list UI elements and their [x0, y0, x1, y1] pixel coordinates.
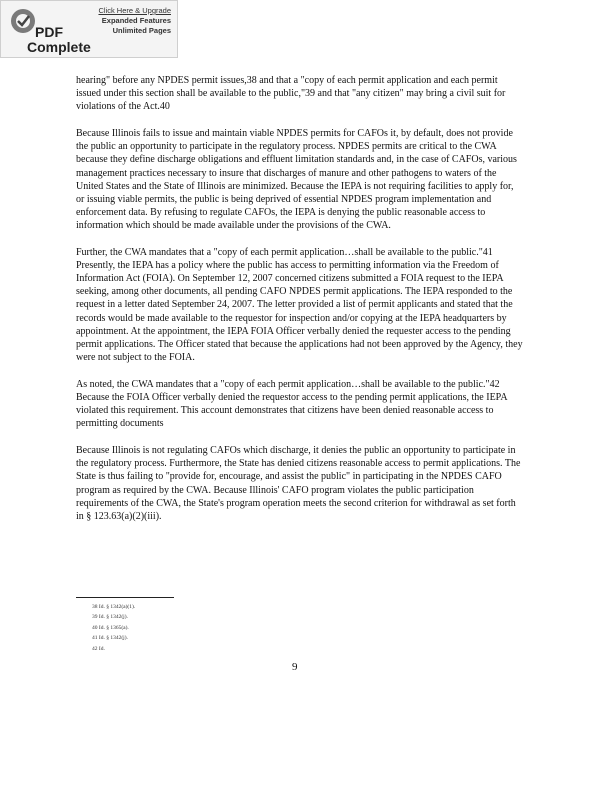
- brand-line-2: Complete: [27, 39, 91, 55]
- footnote: 40 Id. § 1365(a).: [92, 624, 129, 631]
- footnote: 42 Id.: [92, 645, 105, 652]
- page-number: 9: [292, 661, 298, 673]
- paragraph: Because Illinois fails to issue and maintain viable NPDES permits for CAFOs it, by default, does not provide the public an opportunity to participate in the regulatory process. NPDES permits are critical to the CWA because they define discharge obligations and effluent limitation standards and, in the case of CAFOs, various management practices necessary to insure that discharges of manure and other pathogens to waters of the United States and the State of Illinois are minimized. Because the IEPA is not requiring facilities to apply for, or issuing viable permits, the public is being deprived of essential NPDES program implementation and enforcement data. By refusing to regulate CAFOs, the IEPA is denying the public reasonable access to information which should be made available under the provisions of the CWA.: [76, 128, 517, 231]
- paragraph: As noted, the CWA mandates that a "copy of each permit application…shall be available to the public."42 Because the FOIA Officer verbally denied the requestor access to the pending permit applications, the IEPA violated this requirement. This account demonstrates that citizens have been denied reasonable access to permitting documents: [76, 378, 507, 430]
- badge-text: [98, 6, 171, 36]
- badge-features: Expanded Features: [101, 16, 171, 25]
- badge-pages: Unlimited Pages: [112, 26, 171, 35]
- footnote: 39 Id. § 1342(j).: [92, 614, 128, 621]
- paragraph: hearing" before any NPDES permit issues,38 and that a "copy of each permit application and each permit issued under this section shall be available to the public,"39 and that "any citizen" may bring a civil suit for violations of the Act.40: [76, 75, 506, 113]
- brand-name: [27, 25, 91, 55]
- footnote: 38 Id. § 1342(a)(1).: [92, 604, 136, 610]
- paragraph: Because Illinois is not regulating CAFOs which discharge, it denies the public an opportunity to participate in the regulatory process. Furthermore, the State has denied citizens reasonable access to permit applications. The State is thus failing to "provide for, encourage, and assist the public" in participating in the NPDES CAFO program as required by the CWA. Because Illinois' CAFO program violates the public participation requirements of the CWA, the State's program operation meets the second criterion for withdrawal as set forth in § 123.63(a)(2)(iii).: [76, 445, 521, 522]
- paragraph: Further, the CWA mandates that a "copy of each permit application…shall be available to the public."41 Presently, the IEPA has a policy where the public has access to permitting information via the Freedom of Information Act (FOIA). On September 12, 2007 concerned citizens submitted a FOIA request to the IEPA seeking, among other documents, all pending CAFO NPDES permit applications. The IEPA responded to the request in a letter dated September 24, 2007. The letter provided a list of permit applicants and stated that the records would be made available to the requestor for inspection and/or copying at the IEPA headquarters by appointment. At the appointment, the IEPA FOIA Officer verbally denied the requester access to the pending permit applications. The Officer stated that because the applications had not been approved by the Agency, they were not subject to the FOIA.: [76, 247, 523, 363]
- pdf-complete-badge[interactable]: [0, 0, 178, 58]
- footnotes: [76, 597, 276, 654]
- footnote-divider: [76, 597, 174, 598]
- footnote: 41 Id. § 1342(j).: [92, 635, 128, 642]
- upgrade-link[interactable]: Click Here & Upgrade: [98, 6, 171, 15]
- brand-line-1: PDF: [35, 24, 63, 40]
- document-body: [76, 74, 524, 537]
